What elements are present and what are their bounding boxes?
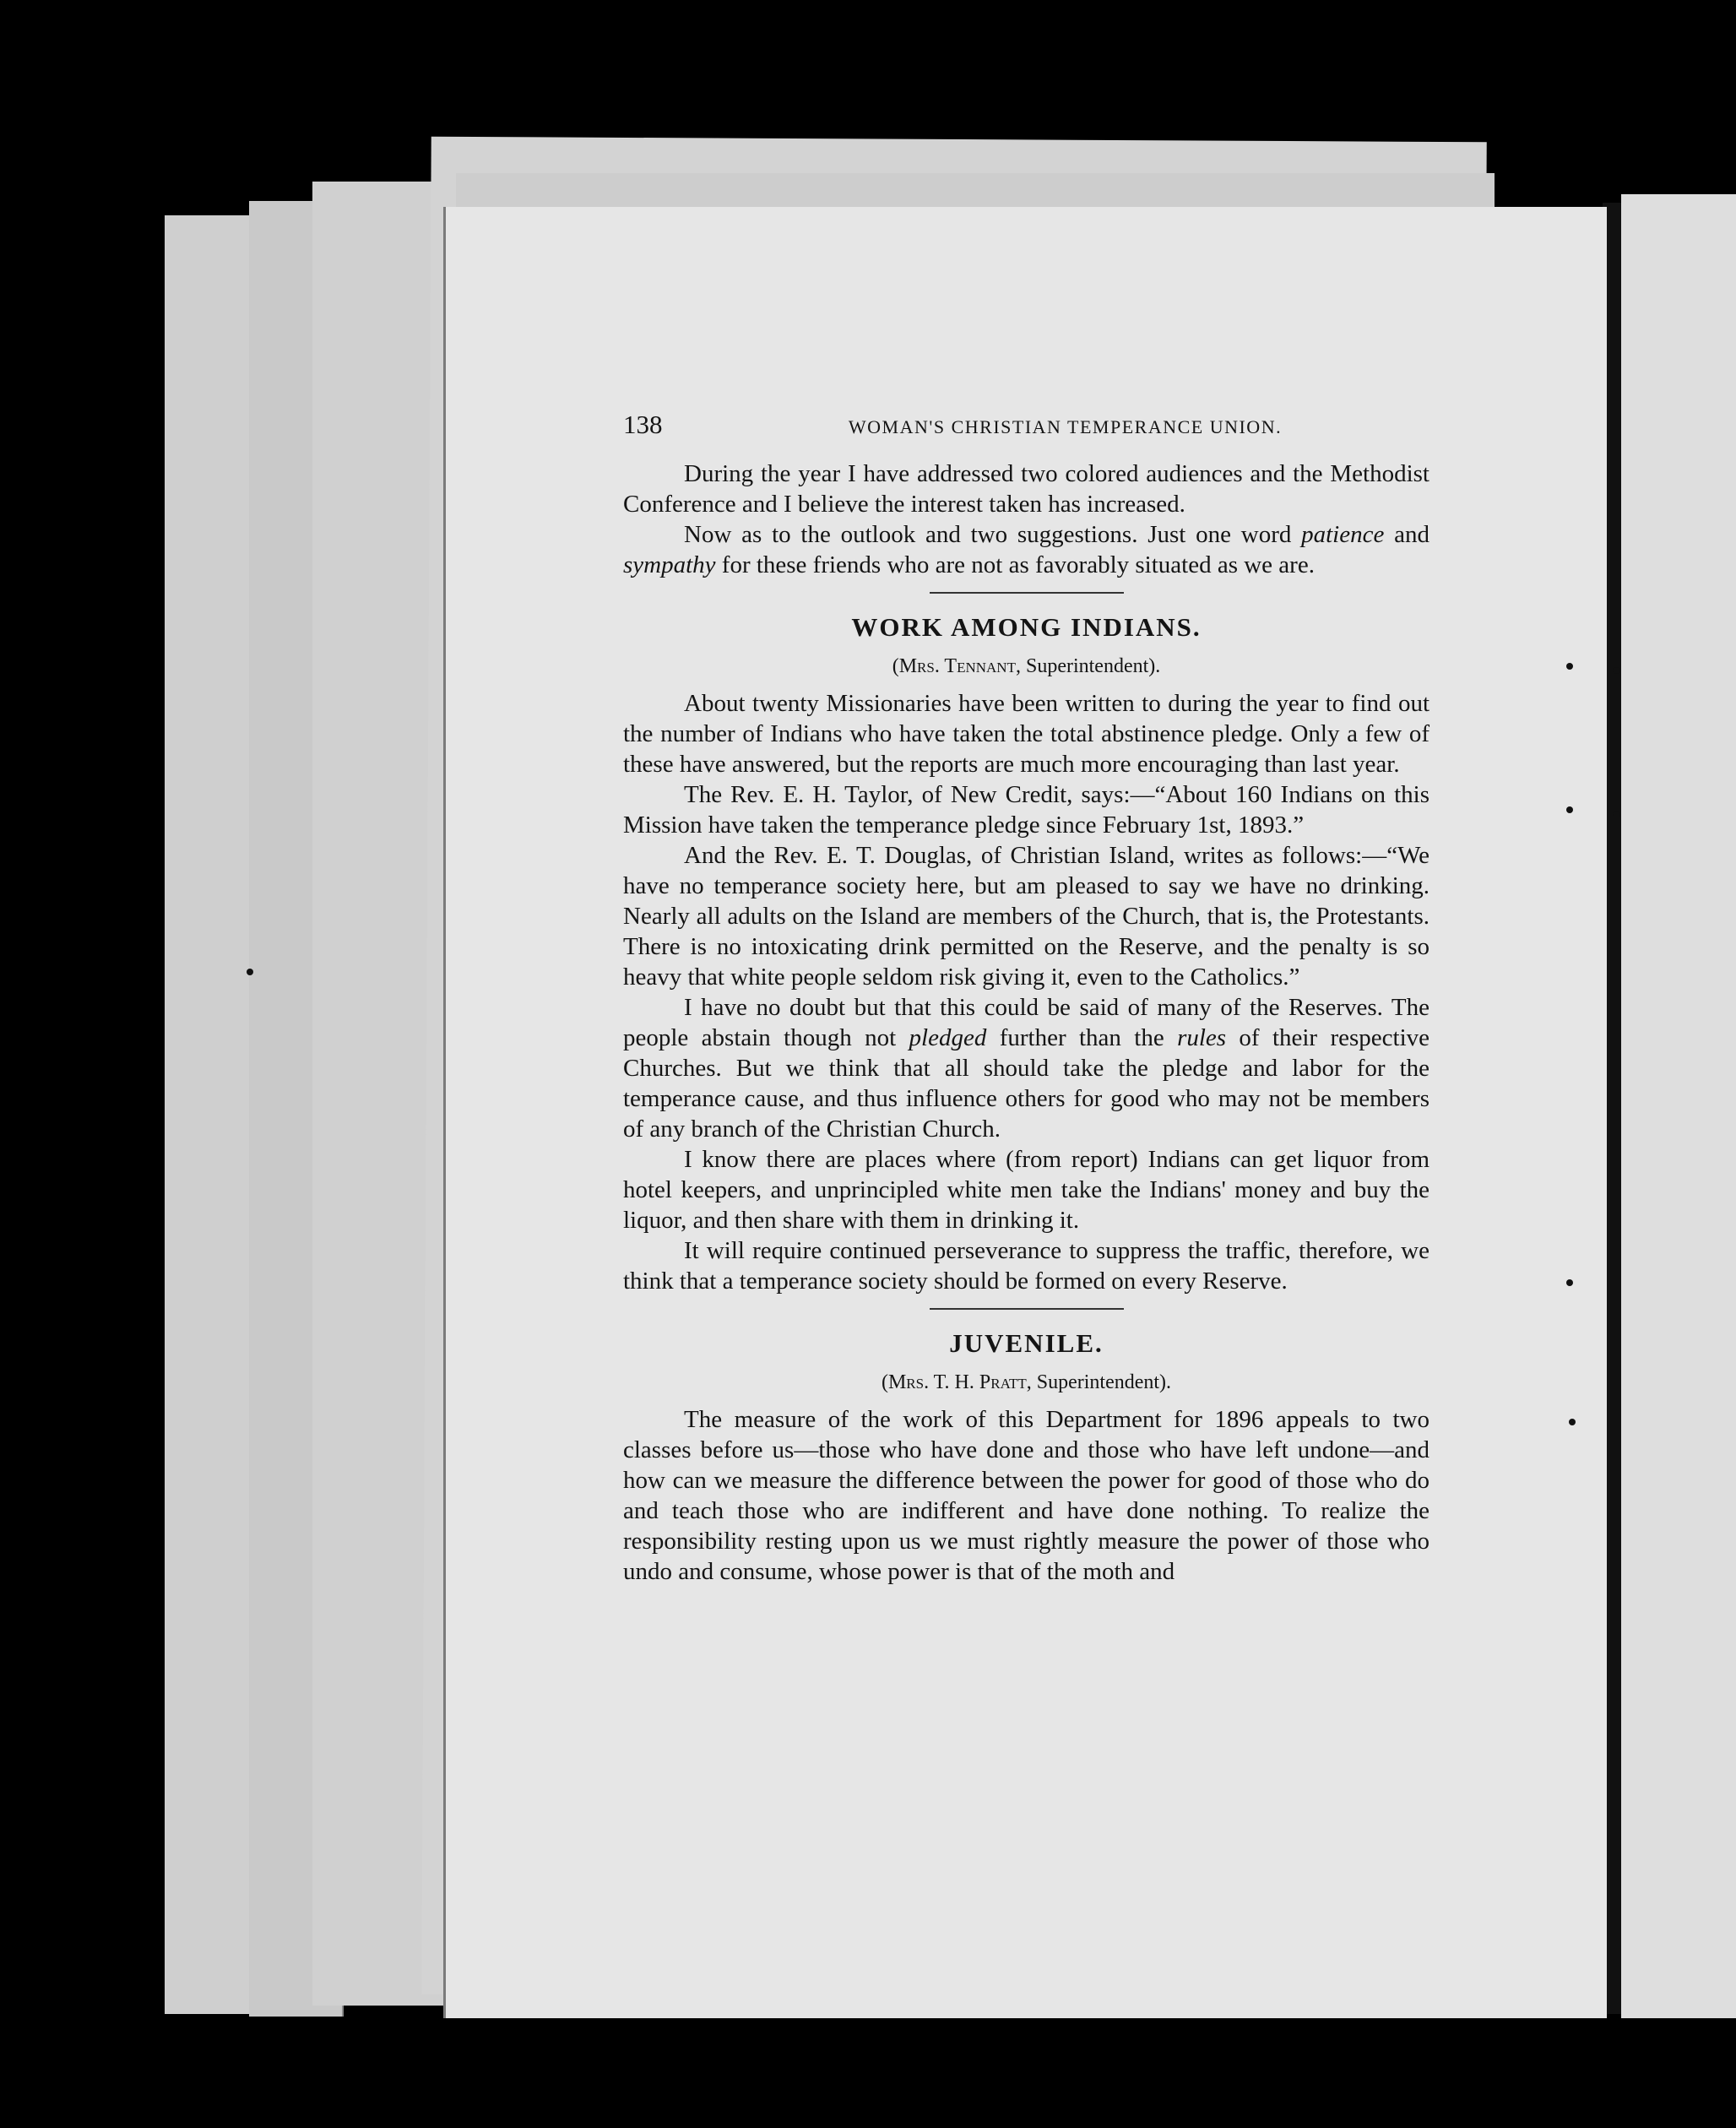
text-run: Superintendent). [1020, 655, 1161, 677]
ink-speck [1566, 663, 1573, 670]
paragraph: About twenty Missionaries have been written to during the year to find out the number of Indians who have taken the total abstinence pledge. Only a few of these have answered, but the reports are much more encouraging than last year. [623, 690, 1429, 778]
paragraph: The Rev. E. H. Taylor, of New Credit, says:—“About 160 Indians on this Mission have taken the temperance pledge since February 1st, 1893.” [623, 781, 1429, 839]
text-run: Now as to the outlook and two suggestions. Just one word [684, 521, 1302, 548]
paragraph [623, 519, 1429, 580]
ink-speck [1569, 1419, 1576, 1425]
page-number: 138 [623, 410, 663, 439]
text-run: ( [892, 655, 899, 677]
section-heading: JUVENILE. [949, 1328, 1104, 1358]
emphasis: pledged [909, 1024, 987, 1051]
section-subheading [623, 1367, 1429, 1398]
paragraph: The measure of the work of this Department for 1896 appeals to two classes before us—those who have done and those who have left undone—and how can we measure the difference between the power for good of those who do and teach those who are indifferent and have done nothing. To realize the responsibility resting upon us we must rightly measure the power of those who undo and consume, whose power is that of the moth and [623, 1406, 1429, 1585]
section-subheading [623, 651, 1429, 681]
text-run: of their respective Churches. But we think that all should take the pledge and labor for the temperance cause, and thus influence others for good who may not be members of any branch of the Christian Church. [623, 1024, 1430, 1143]
paragraph: During the year I have addressed two colored audiences and the Methodist Conference and I believe the interest taken has increased. [623, 460, 1429, 518]
emphasis: rules [1177, 1024, 1227, 1051]
ink-speck [247, 969, 253, 975]
section-heading: WORK AMONG INDIANS. [851, 612, 1202, 642]
text-run: and [1384, 521, 1429, 548]
running-title: WOMAN'S CHRISTIAN TEMPERANCE UNION. [848, 416, 1283, 437]
emphasis: sympathy [623, 551, 716, 578]
text-run: further than the [986, 1024, 1178, 1051]
text-run: ( [881, 1371, 888, 1393]
ink-speck [1613, 811, 1619, 817]
ink-speck [1613, 667, 1619, 674]
text-run: Superintendent). [1031, 1371, 1172, 1393]
facing-page-edge [1621, 194, 1736, 2018]
emphasis: patience [1301, 521, 1385, 548]
paragraph [623, 992, 1429, 1144]
superintendent-name: Mrs. Tennant, [898, 655, 1021, 677]
ink-speck [1566, 806, 1573, 813]
section-divider [930, 592, 1124, 594]
page-content [623, 410, 1429, 1587]
paragraph: And the Rev. E. T. Douglas, of Christian Island, writes as follows:—“We have no temperance society here, but am pleased to say we have no drinking. Nearly all adults on the Island are members of the Church, that is, the Protestants. There is no intoxicating drink permitted on the Reserve, and the penalty is so heavy that white people seldom risk giving it, even to the Catholics.” [623, 842, 1429, 991]
paragraph: I know there are places where (from report) Indians can get liquor from hotel keepers, and unprincipled white men take the Indians' money and buy the liquor, and then share with them in drinking it. [623, 1146, 1429, 1234]
running-header [623, 410, 1429, 447]
ink-speck [1566, 1279, 1573, 1286]
paragraph: It will require continued perseverance to suppress the traffic, therefore, we think that a temperance society should be formed on every Reserve. [623, 1237, 1429, 1295]
superintendent-name: Mrs. T. H. Pratt, [887, 1371, 1032, 1393]
section-divider [930, 1308, 1124, 1310]
text-run: I have no doubt but that this could be said of many of the Reserves. The people abstain though not [623, 994, 1429, 1051]
text-run: for these friends who are not as favorably situated as we are. [715, 551, 1315, 578]
